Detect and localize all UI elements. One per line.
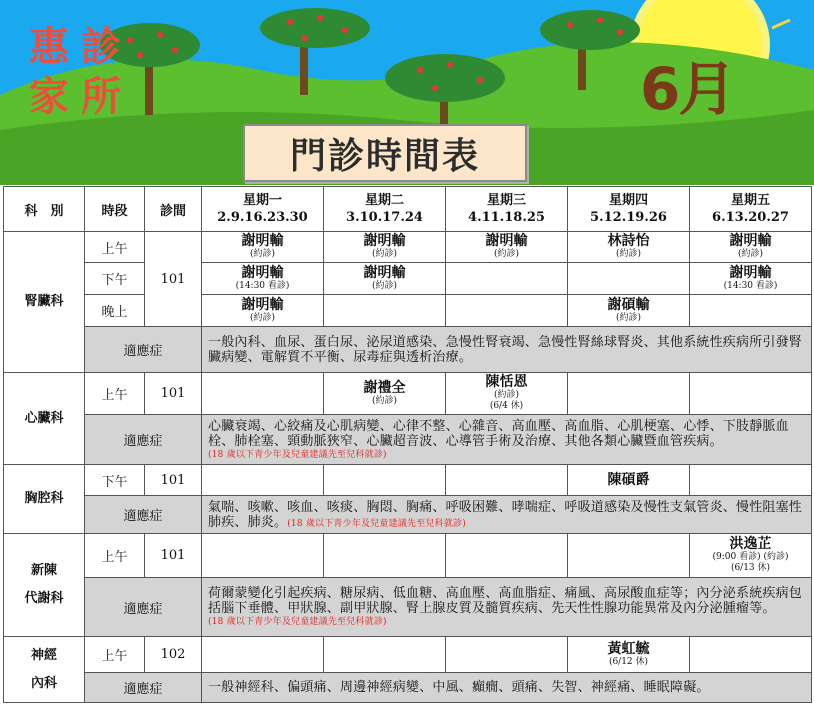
schedule-cell <box>568 373 690 415</box>
doctor-note: (約診) <box>371 395 398 406</box>
schedule-cell <box>690 295 812 327</box>
schedule-cell <box>324 232 446 263</box>
header-slot: 時段 <box>85 187 145 232</box>
heart-indication-row <box>4 415 812 465</box>
kidney-pm-row <box>4 263 812 295</box>
doctor-name: 謝明輸 <box>241 264 284 281</box>
header-dept: 科 別 <box>4 187 85 232</box>
doctor-name: 謝禮全 <box>363 379 406 396</box>
header-day-tue <box>324 187 446 232</box>
slot-label: 下午 <box>85 263 145 295</box>
doctor-note: (約診) <box>249 312 276 323</box>
clinic-name <box>28 22 122 122</box>
room-number: 101 <box>145 232 202 327</box>
schedule-cell <box>324 637 446 673</box>
header-day-wed <box>446 187 568 232</box>
doctor-off-note: (6/4 休) <box>489 401 524 411</box>
month-label: 6月 <box>640 55 735 123</box>
indication-label: 適應症 <box>85 415 202 465</box>
neuro-am-row <box>4 637 812 673</box>
schedule-cell <box>690 465 812 496</box>
doctor-name: 陳恬恩 <box>485 374 528 390</box>
room-number: 101 <box>145 373 202 415</box>
doctor-note: (約診) <box>615 312 642 323</box>
doctor-name: 謝碩輸 <box>607 296 650 313</box>
doctor-name: 謝明輸 <box>729 233 772 249</box>
header-banner <box>0 0 814 185</box>
doctor-off-note: (6/13 休) <box>730 563 771 573</box>
doctor-name: 黃虹毓 <box>607 640 650 657</box>
day-dates: 3.10.17.24 <box>346 210 423 225</box>
clinic-char: 家 <box>29 73 69 120</box>
schedule-cell <box>690 637 812 673</box>
slot-label: 上午 <box>85 373 145 415</box>
page-title: 門診時間表 <box>289 134 480 177</box>
doctor-note: (約診) <box>371 280 398 291</box>
title-box <box>243 124 527 182</box>
day-dates: 5.12.19.26 <box>590 210 667 225</box>
clinic-char: 所 <box>81 73 121 120</box>
doctor-name: 謝明輸 <box>363 264 406 281</box>
dept-name-line: 內科 <box>30 675 57 691</box>
dept-chest: 胸腔科 <box>4 465 85 534</box>
schedule-cell <box>202 465 324 496</box>
slot-label: 上午 <box>85 534 145 578</box>
room-number: 101 <box>145 534 202 578</box>
schedule-cell <box>568 534 690 578</box>
doctor-name: 謝明輸 <box>241 233 284 249</box>
room-number: 102 <box>145 637 202 673</box>
schedule-cell <box>568 637 690 673</box>
day-name: 星期二 <box>364 193 404 208</box>
doctor-name: 謝明輸 <box>241 296 284 313</box>
doctor-name: 林詩怡 <box>607 233 650 249</box>
schedule-cell <box>446 232 568 263</box>
day-dates: 4.11.18.25 <box>468 210 545 225</box>
doctor-note: (約診) <box>737 249 764 259</box>
schedule-cell <box>324 295 446 327</box>
indication-text: 荷爾蒙變化引起疾病、糖尿病、低血糖、高血壓、高血脂症、痛風、高尿酸血症等；內分泌系統疾病包括腦下垂體、甲狀腺、副甲狀腺、腎上腺皮質及髓質疾病、先天性性腺功能異常及內分泌腫瘤等。 <box>208 586 803 616</box>
doctor-note: (9:00 看診) (約診) <box>712 552 789 562</box>
dept-name-line: 神經 <box>30 647 57 663</box>
dept-neuro <box>4 637 85 703</box>
schedule-cell <box>324 373 446 415</box>
slot-label: 下午 <box>85 465 145 496</box>
schedule-cell <box>202 295 324 327</box>
schedule-cell <box>324 263 446 295</box>
doctor-note: (約診) <box>493 390 520 400</box>
meta-indication-row <box>4 578 812 637</box>
slot-label: 上午 <box>85 232 145 263</box>
doctor-note: (約診) <box>371 249 398 259</box>
chest-indication-row <box>4 496 812 534</box>
slot-label: 上午 <box>85 637 145 673</box>
indication-cell <box>202 415 812 465</box>
indication-text: 一般神經科、偏頭痛、周邊神經病變、中風、癲癇、頭痛、失智、神經痛、睡眠障礙。 <box>202 673 812 703</box>
schedule-cell <box>324 534 446 578</box>
kidney-eve-row <box>4 295 812 327</box>
pediatric-note: (18 歲以下青少年及兒童建議先至兒科就診) <box>208 449 387 460</box>
clinic-char: 惠 <box>29 23 69 70</box>
header-room: 診間 <box>145 187 202 232</box>
dept-heart: 心臟科 <box>4 373 85 465</box>
indication-label: 適應症 <box>85 578 202 637</box>
meta-am-row <box>4 534 812 578</box>
room-number: 101 <box>145 465 202 496</box>
day-name: 星期一 <box>242 193 282 208</box>
indication-label: 適應症 <box>85 327 202 373</box>
day-dates: 6.13.20.27 <box>712 210 789 225</box>
schedule-cell <box>446 534 568 578</box>
indication-text: 心臟衰竭、心絞痛及心肌病變、心律不整、心雜音、高血壓、高血脂、心肌梗塞、心悸、下肢靜脈血栓、肺栓塞、頸動脈狹窄、心臟超音波、心導管手術及治療、其他各類心臟暨血管疾病。 <box>208 418 789 449</box>
dept-kidney: 腎臟科 <box>4 232 85 373</box>
schedule-cell <box>690 232 812 263</box>
doctor-note: (約診) <box>249 249 276 259</box>
day-dates: 2.9.16.23.30 <box>217 210 308 225</box>
schedule-cell <box>568 295 690 327</box>
schedule-table <box>3 186 812 703</box>
schedule-cell <box>202 263 324 295</box>
doctor-note: (約診) <box>493 249 520 259</box>
schedule-cell <box>202 232 324 263</box>
schedule-cell <box>202 637 324 673</box>
day-name: 星期五 <box>730 193 770 208</box>
schedule-cell <box>202 534 324 578</box>
doctor-note: (14:30 看診) <box>235 280 290 291</box>
schedule-cell <box>690 534 812 578</box>
schedule-cell <box>568 232 690 263</box>
day-name: 星期四 <box>608 193 648 208</box>
pediatric-note: (18 歲以下青少年及兒童建議先至兒科就診) <box>208 617 387 627</box>
header-row <box>4 187 812 232</box>
indication-cell <box>202 496 812 534</box>
schedule-cell <box>446 263 568 295</box>
dept-name-line: 新陳 <box>30 563 57 578</box>
header-day-thu <box>568 187 690 232</box>
schedule-cell <box>690 263 812 295</box>
slot-label: 晚上 <box>85 295 145 327</box>
indication-text: 一般內科、血尿、蛋白尿、泌尿道感染、急慢性腎衰竭、急慢性腎絲球腎炎、其他系統性疾病所引發腎臟病變、電解質不平衡、尿毒症與透析治療。 <box>202 327 812 373</box>
header-day-fri <box>690 187 812 232</box>
day-name: 星期三 <box>486 193 526 208</box>
pediatric-note: (18 歲以下青少年及兒童建議先至兒科就診) <box>287 518 466 529</box>
doctor-name: 謝明輸 <box>363 233 406 249</box>
doctor-name: 謝明輸 <box>729 264 772 281</box>
schedule-cell <box>446 295 568 327</box>
doctor-name: 謝明輸 <box>485 233 528 249</box>
heart-am-row <box>4 373 812 415</box>
chest-pm-row <box>4 465 812 496</box>
indication-text: 氣喘、咳嗽、咳血、咳痰、胸悶、胸痛、呼吸困難、哮喘症、呼吸道感染及慢性支氣管炎、慢性阻塞性肺疾、肺炎。 <box>208 499 803 530</box>
doctor-name: 洪逸芷 <box>729 536 772 552</box>
neuro-indication-row <box>4 673 812 703</box>
indication-label: 適應症 <box>85 673 202 703</box>
schedule-cell <box>202 373 324 415</box>
indication-label: 適應症 <box>85 496 202 534</box>
schedule-cell <box>568 263 690 295</box>
schedule-cell <box>446 637 568 673</box>
dept-name-line: 代謝科 <box>24 591 64 606</box>
schedule-cell <box>446 465 568 496</box>
schedule-cell <box>568 465 690 496</box>
doctor-note: (6/12 休) <box>608 656 649 667</box>
doctor-note: (約診) <box>615 249 642 259</box>
clinic-char: 診 <box>81 23 121 70</box>
kidney-am-row <box>4 232 812 263</box>
schedule-cell <box>446 373 568 415</box>
dept-metabolism <box>4 534 85 637</box>
indication-cell <box>202 578 812 637</box>
header-day-mon <box>202 187 324 232</box>
schedule-cell <box>690 373 812 415</box>
doctor-name: 陳碩爵 <box>607 471 650 488</box>
schedule-cell <box>324 465 446 496</box>
doctor-note: (14:30 看診) <box>723 280 778 291</box>
kidney-indication-row <box>4 327 812 373</box>
